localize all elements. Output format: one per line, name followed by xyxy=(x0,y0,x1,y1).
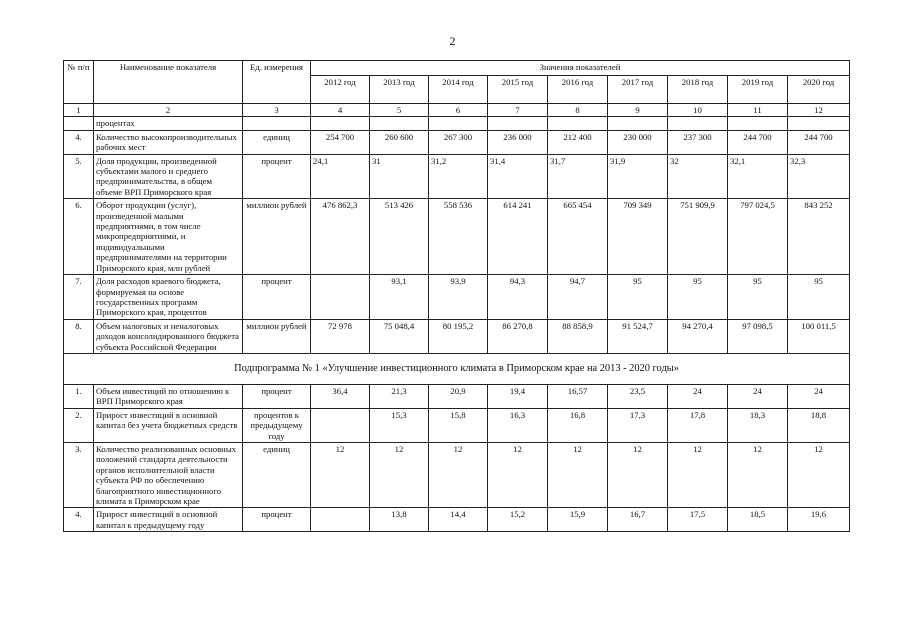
indicators-table xyxy=(63,60,850,532)
header-col-number: 12 xyxy=(788,104,850,117)
value-cell: 513 426 xyxy=(370,199,429,275)
value-cell: 21,3 xyxy=(370,384,429,408)
value-cell: 12 xyxy=(488,442,548,507)
value-cell: 72 978 xyxy=(311,319,370,353)
value-cell: 15,8 xyxy=(429,408,488,442)
unit-cell: миллион рублей xyxy=(243,319,311,353)
value-cell: 94,3 xyxy=(488,275,548,320)
value-cell: 24 xyxy=(788,384,850,408)
value-cell: 95 xyxy=(668,275,728,320)
value-cell: 558 536 xyxy=(429,199,488,275)
value-cell: 31,7 xyxy=(548,154,608,199)
header-col-number: 3 xyxy=(243,104,311,117)
header-year: 2017 год xyxy=(608,76,668,104)
subprogram-row xyxy=(64,353,850,384)
value-cell xyxy=(728,117,788,130)
value-cell: 17,8 xyxy=(668,408,728,442)
value-cell: 15,3 xyxy=(370,408,429,442)
value-cell: 16,7 xyxy=(608,508,668,532)
value-cell: 32,3 xyxy=(788,154,850,199)
value-cell: 13,8 xyxy=(370,508,429,532)
header-year: 2013 год xyxy=(370,76,429,104)
value-cell: 212 400 xyxy=(548,130,608,154)
table-row xyxy=(64,442,850,507)
value-cell: 244 700 xyxy=(788,130,850,154)
value-cell: 15,9 xyxy=(548,508,608,532)
value-cell xyxy=(370,117,429,130)
row-number: 4. xyxy=(64,508,94,532)
header-year: 2016 год xyxy=(548,76,608,104)
header-num: № п/п xyxy=(64,61,94,104)
value-cell: 20,9 xyxy=(429,384,488,408)
header-year: 2015 год xyxy=(488,76,548,104)
value-cell: 94 270,4 xyxy=(668,319,728,353)
value-cell: 19,6 xyxy=(788,508,850,532)
value-cell: 237 300 xyxy=(668,130,728,154)
header-year: 2020 год xyxy=(788,76,850,104)
value-cell: 843 252 xyxy=(788,199,850,275)
header-col-number: 11 xyxy=(728,104,788,117)
unit-cell: процент xyxy=(243,154,311,199)
row-number: 2. xyxy=(64,408,94,442)
value-cell xyxy=(311,408,370,442)
value-cell xyxy=(311,117,370,130)
header-col-number: 2 xyxy=(94,104,243,117)
unit-cell xyxy=(243,117,311,130)
value-cell xyxy=(608,117,668,130)
value-cell: 31,9 xyxy=(608,154,668,199)
value-cell: 18,3 xyxy=(728,408,788,442)
row-number: 6. xyxy=(64,199,94,275)
row-number: 1. xyxy=(64,384,94,408)
value-cell: 31,4 xyxy=(488,154,548,199)
value-cell: 12 xyxy=(429,442,488,507)
table-row xyxy=(64,130,850,154)
value-cell: 709 349 xyxy=(608,199,668,275)
value-cell: 93,9 xyxy=(429,275,488,320)
value-cell xyxy=(788,117,850,130)
value-cell: 94,7 xyxy=(548,275,608,320)
value-cell: 665 454 xyxy=(548,199,608,275)
value-cell: 260 600 xyxy=(370,130,429,154)
value-cell: 95 xyxy=(728,275,788,320)
value-cell: 254 700 xyxy=(311,130,370,154)
value-cell: 751 909,9 xyxy=(668,199,728,275)
row-number xyxy=(64,117,94,130)
unit-cell: процент xyxy=(243,508,311,532)
value-cell: 230 000 xyxy=(608,130,668,154)
value-cell xyxy=(429,117,488,130)
value-cell: 31,2 xyxy=(429,154,488,199)
value-cell: 12 xyxy=(788,442,850,507)
header-values: Значения показателей xyxy=(311,61,850,76)
value-cell: 88 858,9 xyxy=(548,319,608,353)
value-cell: 24 xyxy=(728,384,788,408)
value-cell: 86 270,8 xyxy=(488,319,548,353)
header-year: 2012 год xyxy=(311,76,370,104)
unit-cell: единиц xyxy=(243,442,311,507)
header-name: Наименование показателя xyxy=(94,61,243,104)
header-col-number: 6 xyxy=(429,104,488,117)
table-row xyxy=(64,384,850,408)
row-number: 3. xyxy=(64,442,94,507)
indicator-name: Прирост инвестиций в основной капитал к предыдущему году xyxy=(94,508,243,532)
value-cell: 32 xyxy=(668,154,728,199)
value-cell: 36,4 xyxy=(311,384,370,408)
value-cell: 24,1 xyxy=(311,154,370,199)
header-year: 2019 год xyxy=(728,76,788,104)
unit-cell: единиц xyxy=(243,130,311,154)
table-row xyxy=(64,117,850,130)
table-row xyxy=(64,319,850,353)
value-cell xyxy=(548,117,608,130)
row-number: 5. xyxy=(64,154,94,199)
indicator-name: Прирост инвестиций в основной капитал без учета бюджетных средств xyxy=(94,408,243,442)
value-cell xyxy=(668,117,728,130)
value-cell xyxy=(311,275,370,320)
value-cell: 91 524,7 xyxy=(608,319,668,353)
table-row xyxy=(64,199,850,275)
table-row xyxy=(64,275,850,320)
value-cell: 80 195,2 xyxy=(429,319,488,353)
value-cell: 16,57 xyxy=(548,384,608,408)
indicator-name: Доля расходов краевого бюджета, формируемая на основе государственных программ Приморского края, процентов xyxy=(94,275,243,320)
header-col-numbers-row xyxy=(64,104,850,117)
value-cell: 95 xyxy=(788,275,850,320)
table-row xyxy=(64,154,850,199)
value-cell: 23,5 xyxy=(608,384,668,408)
value-cell: 32,1 xyxy=(728,154,788,199)
value-cell: 12 xyxy=(608,442,668,507)
indicator-name: Оборот продукции (услуг), произведенной малыми предприятиями, в том числе микропредприятиями, и индивидуальными предпринимателями на территории Приморского края, млн рублей xyxy=(94,199,243,275)
header-unit: Ед. измерения xyxy=(243,61,311,104)
header-row xyxy=(64,61,850,76)
value-cell: 75 048,4 xyxy=(370,319,429,353)
value-cell: 12 xyxy=(728,442,788,507)
row-number: 4. xyxy=(64,130,94,154)
indicator-name: процентах xyxy=(94,117,243,130)
value-cell: 236 000 xyxy=(488,130,548,154)
value-cell: 12 xyxy=(311,442,370,507)
value-cell: 12 xyxy=(548,442,608,507)
indicator-name: Объем налоговых и неналоговых доходов консолидированного бюджета субъекта Российской Федерации xyxy=(94,319,243,353)
value-cell: 97 098,5 xyxy=(728,319,788,353)
unit-cell: процент xyxy=(243,384,311,408)
indicator-name: Количество высокопроизводительных рабочих мест xyxy=(94,130,243,154)
row-number: 8. xyxy=(64,319,94,353)
value-cell xyxy=(311,508,370,532)
table-row xyxy=(64,508,850,532)
indicator-name: Объем инвестиций по отношению к ВРП Приморского края xyxy=(94,384,243,408)
value-cell: 17,5 xyxy=(668,508,728,532)
value-cell: 614 241 xyxy=(488,199,548,275)
value-cell: 19,4 xyxy=(488,384,548,408)
value-cell: 24 xyxy=(668,384,728,408)
value-cell: 18,5 xyxy=(728,508,788,532)
value-cell: 16,3 xyxy=(488,408,548,442)
header-col-number: 7 xyxy=(488,104,548,117)
value-cell: 15,2 xyxy=(488,508,548,532)
value-cell: 18,8 xyxy=(788,408,850,442)
page-number: 2 xyxy=(449,34,456,48)
header-col-number: 5 xyxy=(370,104,429,117)
value-cell: 17,3 xyxy=(608,408,668,442)
indicator-name: Доля продукции, произведенной субъектами малого и среднего предпринимательства, в общем объеме ВРП Приморского края xyxy=(94,154,243,199)
value-cell: 797 024,5 xyxy=(728,199,788,275)
value-cell: 100 011,5 xyxy=(788,319,850,353)
value-cell: 31 xyxy=(370,154,429,199)
value-cell: 476 862,3 xyxy=(311,199,370,275)
value-cell: 14,4 xyxy=(429,508,488,532)
value-cell: 16,8 xyxy=(548,408,608,442)
table-row xyxy=(64,408,850,442)
indicator-name: Количество реализованных основных положений стандарта деятельности органов исполнительной власти субъекта РФ по обеспечению благоприятного инвестиционного климата в Приморском крае xyxy=(94,442,243,507)
header-col-number: 8 xyxy=(548,104,608,117)
value-cell: 12 xyxy=(370,442,429,507)
value-cell: 12 xyxy=(668,442,728,507)
unit-cell: миллион рублей xyxy=(243,199,311,275)
value-cell: 244 700 xyxy=(728,130,788,154)
value-cell: 95 xyxy=(608,275,668,320)
header-col-number: 4 xyxy=(311,104,370,117)
value-cell: 93,1 xyxy=(370,275,429,320)
row-number: 7. xyxy=(64,275,94,320)
header-col-number: 9 xyxy=(608,104,668,117)
value-cell: 267 300 xyxy=(429,130,488,154)
value-cell xyxy=(488,117,548,130)
unit-cell: процент xyxy=(243,275,311,320)
header-col-number: 1 xyxy=(64,104,94,117)
subprogram-title: Подпрограмма № 1 «Улучшение инвестиционного климата в Приморском крае на 2013 - 2020 годы» xyxy=(64,353,850,384)
header-year: 2018 год xyxy=(668,76,728,104)
unit-cell: процентов к предыдущему году xyxy=(243,408,311,442)
header-col-number: 10 xyxy=(668,104,728,117)
header-year: 2014 год xyxy=(429,76,488,104)
